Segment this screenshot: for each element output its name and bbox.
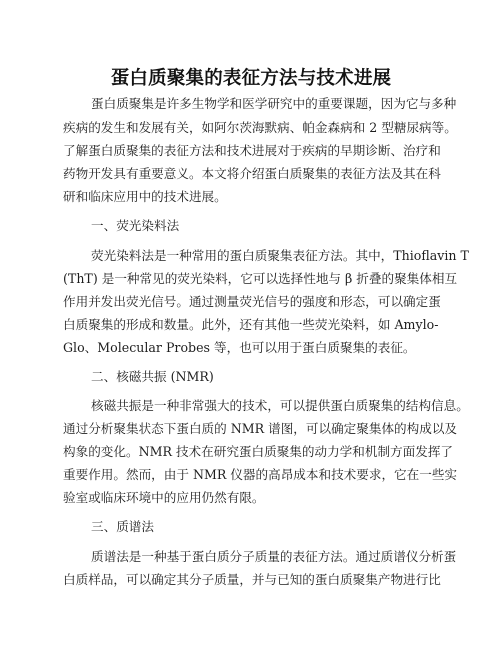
section2-line-3: 构象的变化。NMR 技术在研究蛋白质聚集的动力学和机制方面发挥了 [63,444,454,459]
section1-line-5: Glo、Molecular Probes 等，也可以用于蛋白质聚集的表征。 [63,340,416,355]
section1-line-1: 荧光染料法是一种常用的蛋白质聚集表征方法。其中，Thioflavin T [91,248,469,263]
section2-line-5: 验室或临床环境中的应用仍然有限。 [63,490,265,505]
intro-line-3: 了解蛋白质聚集的表征方法和技术进展对于疾病的早期诊断、治疗和 [63,143,441,158]
intro-line-2: 疾病的发生和发展有关，如阿尔茨海默病、帕金森病和 2 型糖尿病等。 [63,120,457,135]
section1-line-4: 白质聚集的形成和数量。此外，还有其他一些荧光染料，如 Amylo- [63,317,439,332]
document-title: 蛋白质聚集的表征方法与技术进展 [110,68,392,89]
section1-line-3: 作用并发出荧光信号。通过测量荧光信号的强度和形态，可以确定蛋 [63,294,441,309]
section2-line-4: 重要作用。然而，由于 NMR 仪器的高昂成本和技术要求，它在一些实 [63,467,458,482]
section1-line-2: (ThT) 是一种常见的荧光染料，它可以选择性地与 β 折叠的聚集体相互 [63,271,458,286]
section3-line-2: 白质样品，可以确定其分子质量，并与已知的蛋白质聚集产物进行比 [63,572,441,587]
section-heading-nmr: 二、核磁共振 (NMR) [91,369,214,384]
section2-line-2: 通过分析聚集状态下蛋白质的 NMR 谱图，可以确定聚集体的构成以及 [63,421,458,436]
section-heading-mass-spec: 三、质谱法 [91,519,154,534]
intro-line-4: 药物开发具有重要意义。本文将介绍蛋白质聚集的表征方法及其在科 [63,166,441,181]
section3-line-1: 质谱法是一种基于蛋白质分子质量的表征方法。通过质谱仪分析蛋 [91,549,457,564]
intro-line-1: 蛋白质聚集是许多生物学和医学研究中的重要课题，因为它与多种 [91,96,457,111]
section-heading-fluorescence: 一、荧光染料法 [91,218,180,233]
section2-line-1: 核磁共振是一种非常强大的技术，可以提供蛋白质聚集的结构信息。 [91,398,469,413]
intro-line-5: 研和临床应用中的技术进展。 [63,189,227,204]
